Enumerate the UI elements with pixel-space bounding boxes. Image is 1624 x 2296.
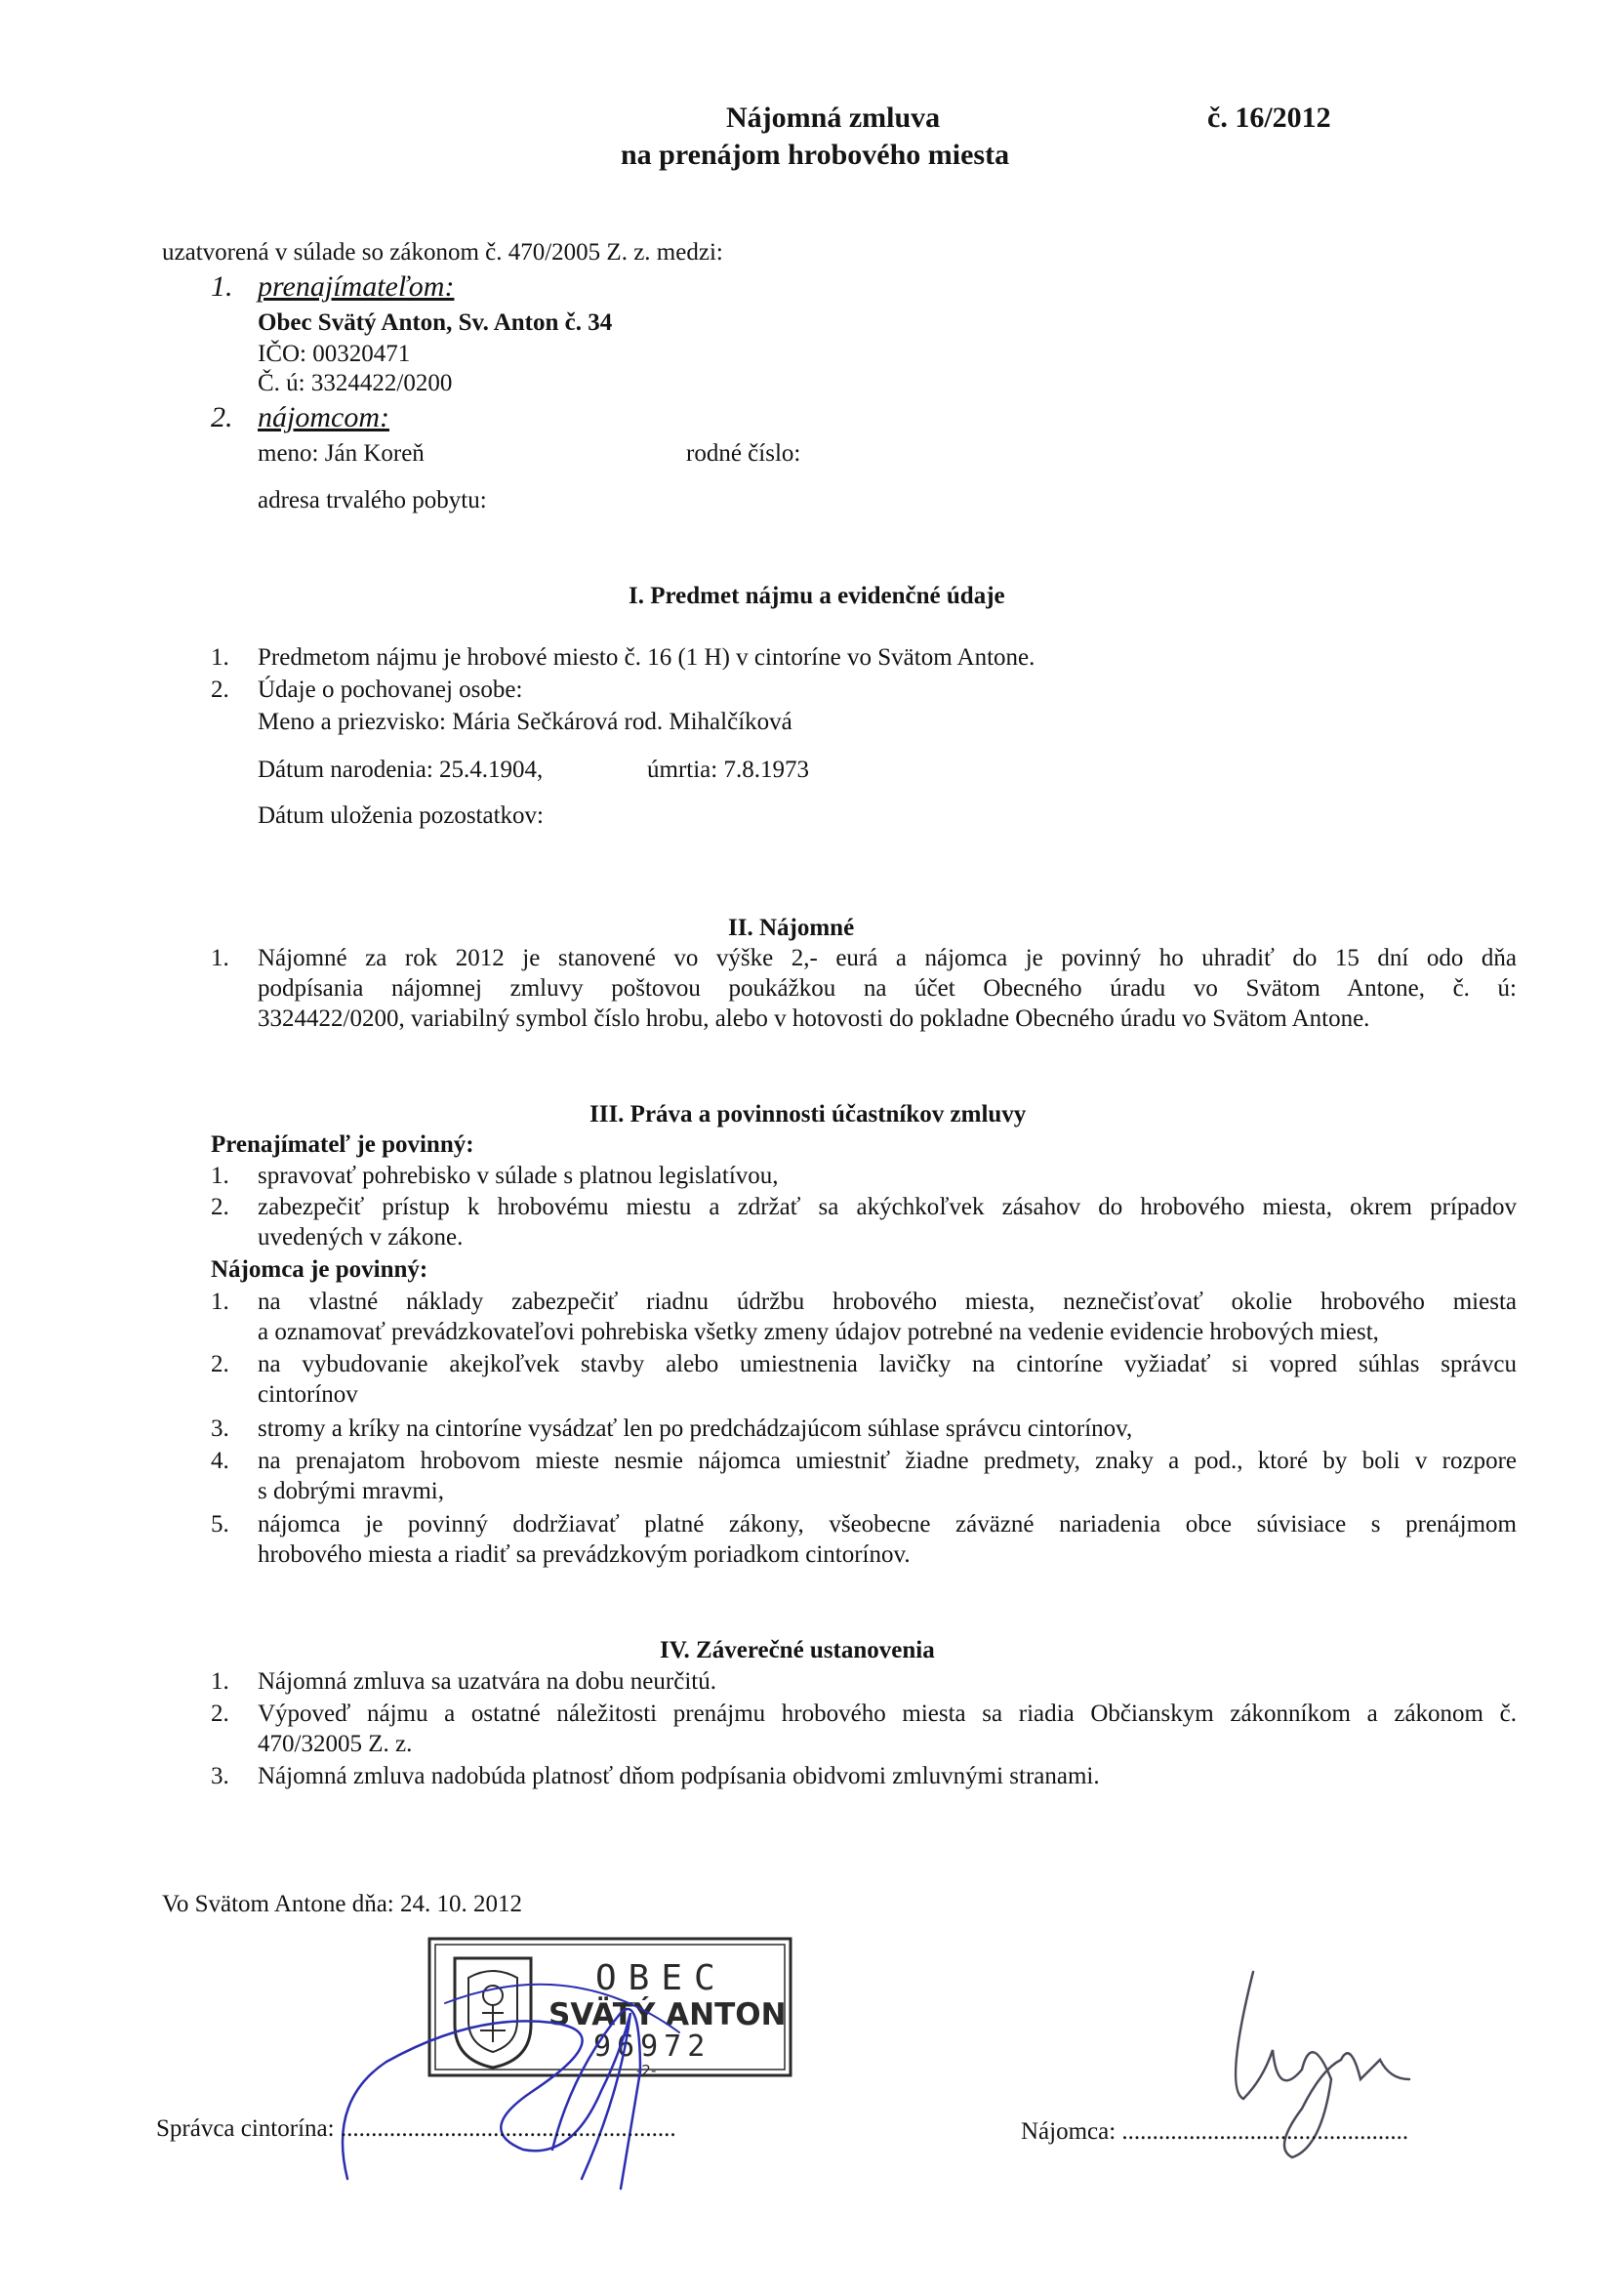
section-3-heading: III. Práva a povinnosti účastníkov zmluvy <box>589 1101 1027 1128</box>
final-provision-1: Nájomná zmluva sa uzatvára na dobu neurčitú. <box>258 1668 716 1695</box>
tenant-duty-5-line-1: nájomca je povinný dodržiavať platné zákony, všeobecne záväzné nariadenia obce súvisiace s prenájmom <box>258 1511 1517 1538</box>
party2-number: 2. <box>211 401 233 433</box>
tenant-duty-5-number: 5. <box>211 1511 229 1538</box>
final-provision-1-number: 1. <box>211 1668 229 1695</box>
landlord-duty-2-line-1: zabezpečiť prístup k hrobovému miestu a zdržať sa akýchkoľvek zásahov do hrobového miesta, okrem prípadov <box>258 1194 1517 1220</box>
place-and-date: Vo Svätom Antone dňa: 24. 10. 2012 <box>162 1891 522 1917</box>
address-label: adresa trvalého pobytu: <box>258 487 487 513</box>
tenant-duty-1-line-1: na vlastné náklady zabezpečiť riadnu údržbu hrobového miesta, neznečisťovať okolie hrobového miesta <box>258 1289 1517 1315</box>
tenant-duty-4-number: 4. <box>211 1448 229 1474</box>
death-date: úmrtia: 7.8.1973 <box>647 757 809 783</box>
tenant-duty-1-number: 1. <box>211 1289 229 1315</box>
section-1-item-1-number: 1. <box>211 644 229 671</box>
burial-date-label: Dátum uloženia pozostatkov: <box>258 802 544 829</box>
manager-signature-label: Správca cintorína: ....................................................... <box>156 2115 676 2142</box>
stamp-line-2: SVÄTÝ ANTON <box>548 1997 787 2032</box>
tenant-duty-4-line-1: na prenajatom hrobovom mieste nesmie nájomca umiestniť žiadne predmety, znaky a pod., ktoré by boli v rozpore <box>258 1448 1517 1474</box>
birth-date: Dátum narodenia: 25.4.1904, <box>258 757 544 783</box>
stamp-line-3: 96972 <box>593 2030 711 2064</box>
rent-text-line-2: podpísania nájomnej zmluvy poštovou poukážkou na účet Obecného úradu vo Svätom Antone, č. ú: <box>258 975 1517 1002</box>
landlord-name: Obec Svätý Anton, Sv. Anton č. 34 <box>258 309 613 336</box>
landlord-ico: IČO: 00320471 <box>258 341 411 367</box>
party2-role: nájomcom: <box>258 401 389 433</box>
section-4-heading: IV. Záverečné ustanovenia <box>660 1637 935 1663</box>
final-provision-3: Nájomná zmluva nadobúda platnosť dňom podpísania obidvomi zmluvnými stranami. <box>258 1763 1100 1789</box>
landlord-duties-heading: Prenajímateľ je povinný: <box>211 1131 474 1158</box>
party1-role: prenajímateľom: <box>258 270 455 303</box>
tenant-name: meno: Ján Koreň <box>258 440 425 467</box>
final-provision-2-line-2: 470/32005 Z. z. <box>258 1731 413 1757</box>
final-provision-2-line-1: Výpoveď nájmu a ostatné náležitosti prenájmu hrobového miesta sa riadia Občianskym zákonníkom a zákonom č. <box>258 1701 1517 1727</box>
rent-text-line-3: 3324422/0200, variabilný symbol číslo hrobu, alebo v hotovosti do pokladne Obecného úradu vo Svätom Antone. <box>258 1005 1370 1032</box>
intro-text: uzatvorená v súlade so zákonom č. 470/2005 Z. z. medzi: <box>162 239 723 266</box>
tenant-duty-2-line-2: cintorínov <box>258 1381 358 1408</box>
contract-number: č. 16/2012 <box>1207 102 1331 134</box>
tenant-signature-label: Nájomca: ............................................... <box>1021 2118 1409 2145</box>
manager-signature <box>328 1954 757 2208</box>
section-2-heading: II. Nájomné <box>728 915 855 941</box>
document-title: Nájomná zmluva <box>726 102 941 134</box>
tenant-duty-3-number: 3. <box>211 1415 229 1442</box>
section-1-item-2-number: 2. <box>211 676 229 703</box>
section-1-item-2: Údaje o pochovanej osobe: <box>258 676 523 703</box>
stamp-line-4: -2- <box>636 2062 657 2079</box>
landlord-account: Č. ú: 3324422/0200 <box>258 370 453 396</box>
tenant-duty-5-line-2: hrobového miesta a riadiť sa prevádzkovým poriadkom cintorínov. <box>258 1541 911 1568</box>
section-2-item-1-number: 1. <box>211 945 229 971</box>
section-1-item-1: Predmetom nájmu je hrobové miesto č. 16 (1 H) v cintoríne vo Svätom Antone. <box>258 644 1035 671</box>
deceased-name: Meno a priezvisko: Mária Sečkárová rod. Mihalčíková <box>258 709 792 735</box>
tenant-duty-2-number: 2. <box>211 1351 229 1377</box>
tenant-duty-2-line-1: na vybudovanie akejkoľvek stavby alebo umiestnenia lavičky na cintoríne vyžiadať si vopred súhlas správcu <box>258 1351 1517 1377</box>
section-1-heading: I. Predmet nájmu a evidenčné údaje <box>629 583 1005 609</box>
birth-number-label: rodné číslo: <box>686 440 801 467</box>
final-provision-2-number: 2. <box>211 1701 229 1727</box>
tenant-duties-heading: Nájomca je povinný: <box>211 1256 428 1283</box>
document-subtitle: na prenájom hrobového miesta <box>621 139 1010 171</box>
landlord-duty-1: spravovať pohrebisko v súlade s platnou legislatívou, <box>258 1163 779 1189</box>
party1-number: 1. <box>211 270 233 303</box>
rent-text-line-1: Nájomné za rok 2012 je stanovené vo výške 2,- eurá a nájomca je povinný ho uhradiť do 15 dní odo dňa <box>258 945 1517 971</box>
tenant-duty-1-line-2: a oznamovať prevádzkovateľovi pohrebiska všetky zmeny údajov potrebné na vedenie evidencie hrobových miest, <box>258 1319 1379 1345</box>
final-provision-3-number: 3. <box>211 1763 229 1789</box>
landlord-duty-2-line-2: uvedených v zákone. <box>258 1224 464 1250</box>
landlord-duty-2-number: 2. <box>211 1194 229 1220</box>
tenant-duty-4-line-2: s dobrými mravmi, <box>258 1478 444 1504</box>
stamp-line-1: OBEC <box>595 1958 727 1998</box>
landlord-duty-1-number: 1. <box>211 1163 229 1189</box>
tenant-duty-3: stromy a kríky na cintoríne vysádzať len po predchádzajúcom súhlase správcu cintorínov, <box>258 1415 1133 1442</box>
